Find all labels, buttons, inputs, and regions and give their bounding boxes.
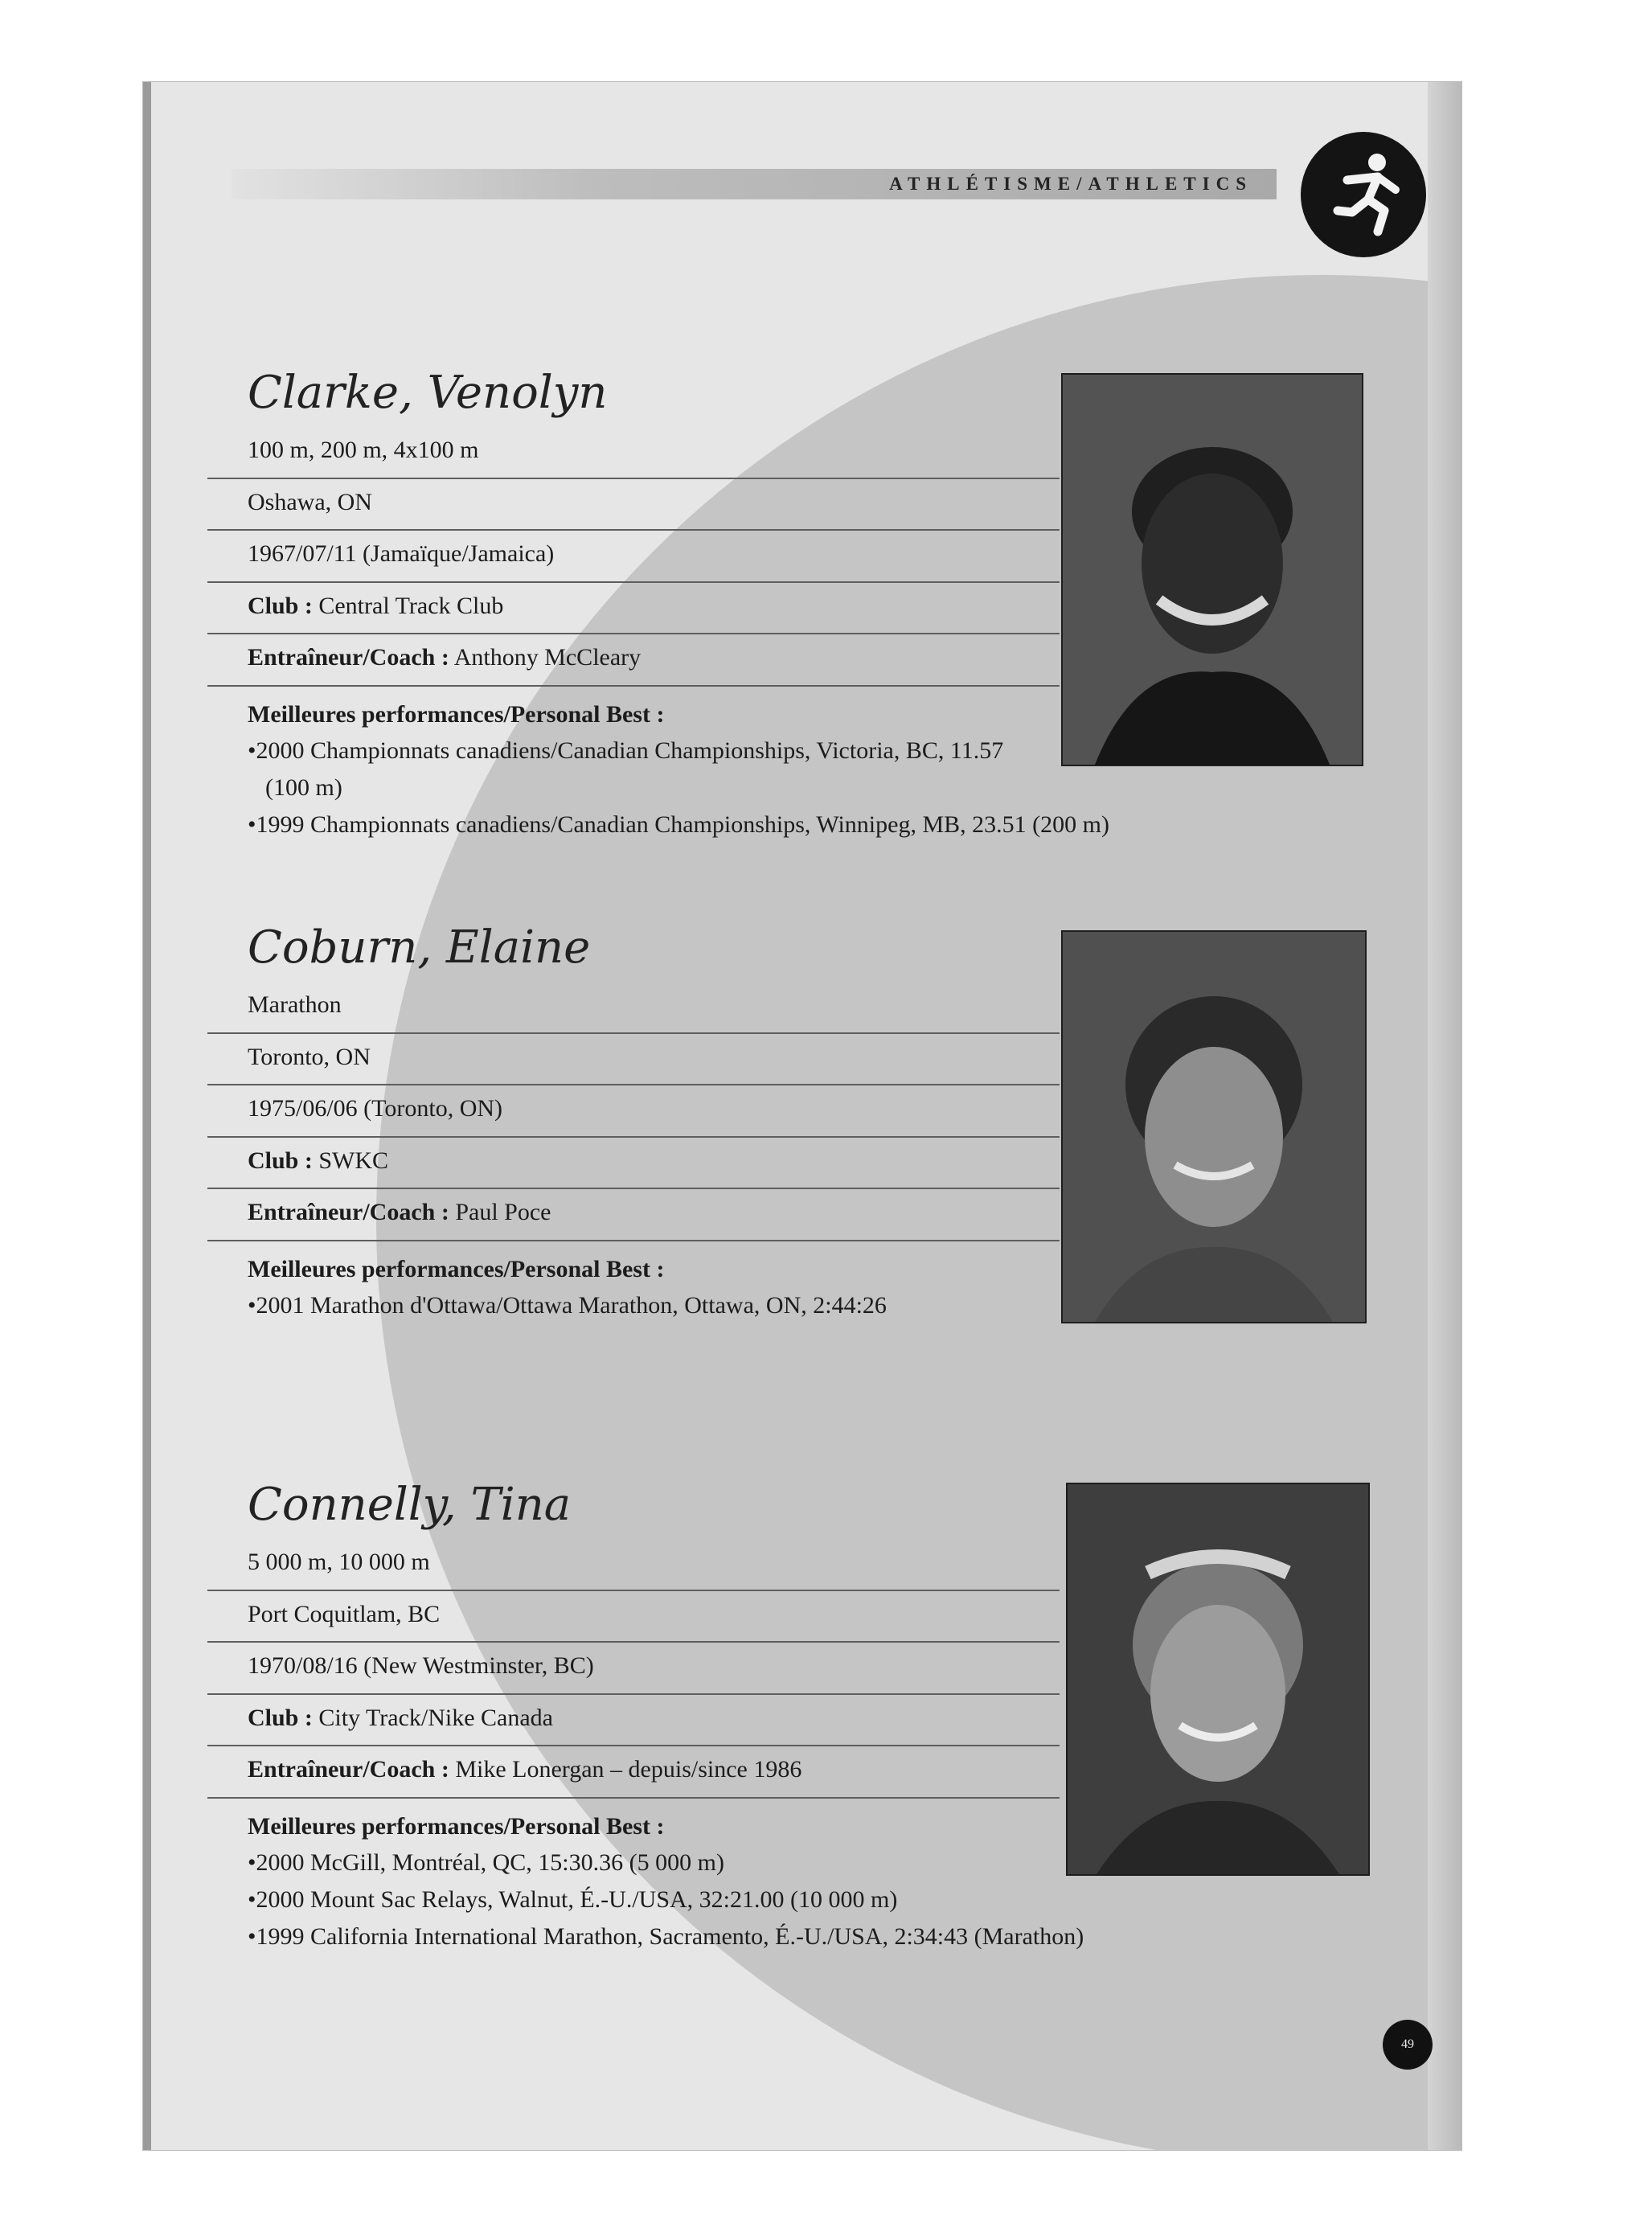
club-label: Club :: [248, 1704, 313, 1731]
page-number: 49: [1383, 2020, 1433, 2070]
coach-value: Mike Lonergan – depuis/since 1986: [455, 1756, 802, 1783]
athlete-name: Coburn, Elaine: [248, 921, 591, 974]
personal-best-item: •2000 Mount Sac Relays, Walnut, É.-U./USA, 32:21.00 (10 000 m): [248, 1886, 898, 1914]
athlete-name: Connelly, Tina: [248, 1479, 572, 1531]
page-edge-right: [1428, 82, 1461, 2150]
athlete-birth: 1970/08/16 (New Westminster, BC): [207, 1643, 1060, 1695]
personal-best-title: Meilleures performances/Personal Best :: [248, 1255, 665, 1282]
booklet-page: [143, 82, 1461, 2150]
athlete-name: Clarke, Venolyn: [248, 367, 608, 419]
coach-label: Entraîneur/Coach :: [248, 644, 449, 671]
personal-best-item: •1999 California International Marathon, Sacramento, É.-U./USA, 2:34:43 (Marathon): [248, 1922, 1084, 1950]
personal-best-item: •2000 Championnats canadiens/Canadian Championships, Victoria, BC, 11.57 (100 m): [248, 737, 1004, 802]
section-header-bar: [232, 169, 1277, 199]
coach-label: Entraîneur/Coach :: [248, 1199, 449, 1226]
athlete-hometown: Port Coquitlam, BC: [207, 1591, 1060, 1643]
page-edge-left: [143, 82, 151, 2150]
personal-best-title: Meilleures performances/Personal Best :: [248, 1812, 665, 1840]
athlete-events: 5 000 m, 10 000 m: [207, 1539, 1060, 1591]
athlete-coach: [207, 1189, 1060, 1241]
athlete-birth: 1975/06/06 (Toronto, ON): [207, 1085, 1060, 1138]
athlete-events: 100 m, 200 m, 4x100 m: [207, 427, 1060, 479]
club-value: SWKC: [318, 1147, 389, 1174]
personal-best-item: •2001 Marathon d'Ottawa/Ottawa Marathon, Ottawa, ON, 2:44:26: [248, 1292, 887, 1319]
athlete-club: [207, 583, 1060, 635]
runner-icon: [1301, 132, 1426, 257]
personal-best-item: •1999 Championnats canadiens/Canadian Championships, Winnipeg, MB, 23.51 (200 m): [248, 810, 1109, 838]
athlete-hometown: Toronto, ON: [207, 1034, 1060, 1086]
athlete-hometown: Oshawa, ON: [207, 479, 1060, 531]
club-value: Central Track Club: [318, 592, 504, 619]
athlete-events: Marathon: [207, 982, 1060, 1034]
athlete-photo-connelly: [1066, 1483, 1370, 1876]
athlete-coach: [207, 1746, 1060, 1799]
personal-best-item: •2000 McGill, Montréal, QC, 15:30.36 (5 000 m): [248, 1849, 724, 1877]
personal-best-title: Meilleures performances/Personal Best :: [248, 700, 665, 728]
club-value: City Track/Nike Canada: [318, 1704, 553, 1731]
section-title: ATHLÉTISME/ATHLETICS: [889, 174, 1252, 194]
athlete-birth: 1967/07/11 (Jamaïque/Jamaica): [207, 531, 1060, 583]
club-label: Club :: [248, 1147, 313, 1174]
coach-value: Paul Poce: [455, 1199, 551, 1226]
athlete-club: [207, 1695, 1060, 1747]
athlete-club: [207, 1138, 1060, 1190]
athlete-coach: [207, 634, 1060, 687]
club-label: Club :: [248, 592, 313, 619]
coach-label: Entraîneur/Coach :: [248, 1756, 449, 1783]
athlete-photo-coburn: [1061, 930, 1367, 1323]
athlete-photo-clarke: [1061, 373, 1363, 766]
coach-value: Anthony McCleary: [453, 644, 642, 671]
